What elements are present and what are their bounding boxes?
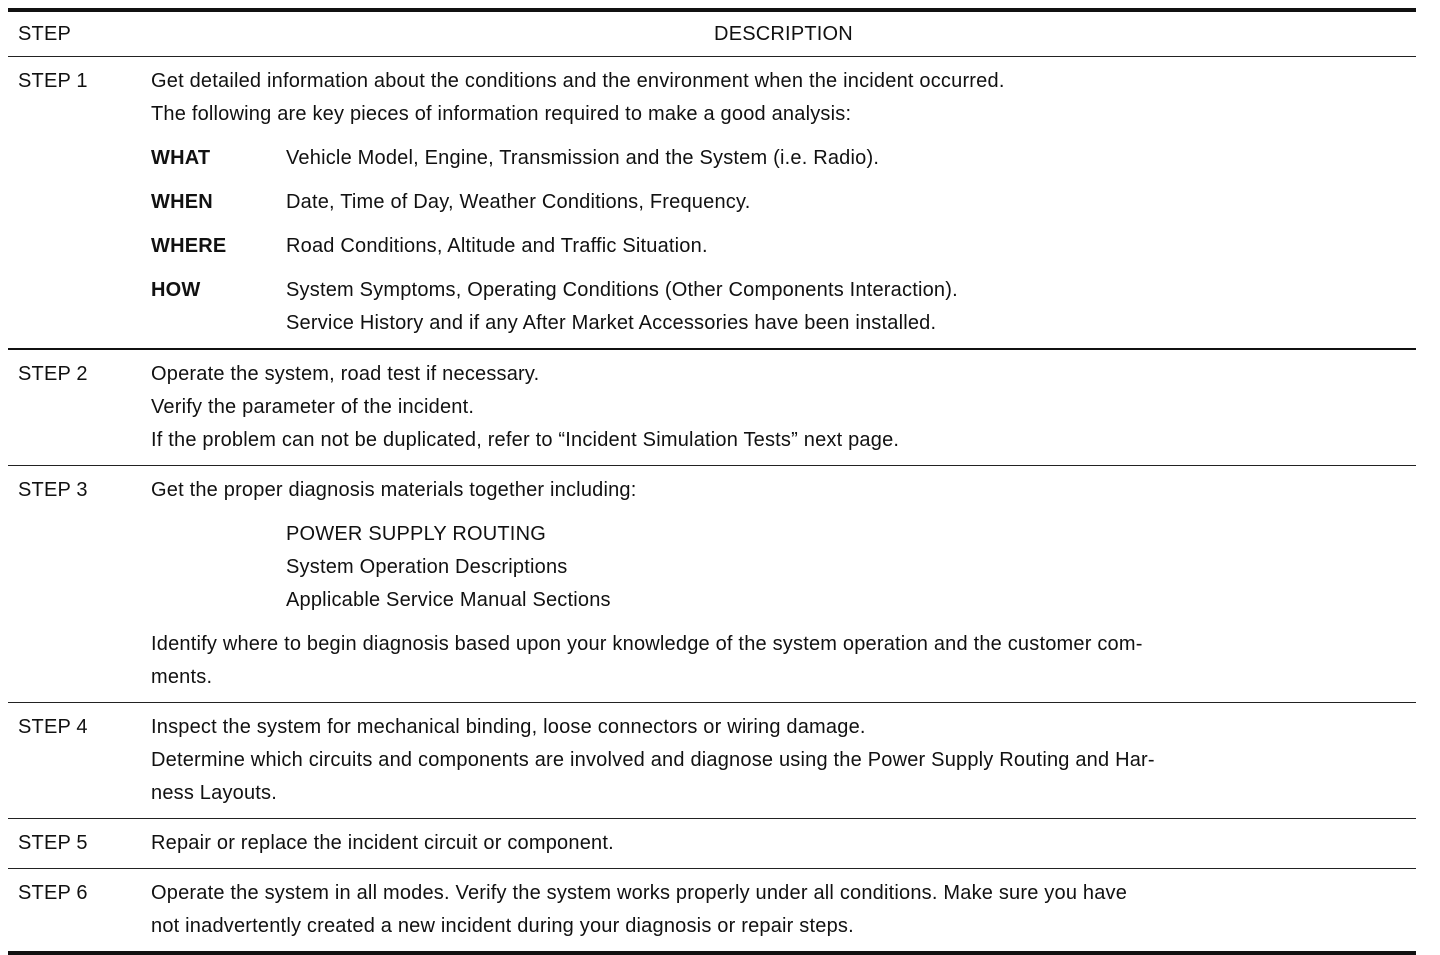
diagnosis-steps-table bbox=[8, 8, 1416, 955]
step-2-line-1: Operate the system, road test if necessary. bbox=[151, 363, 540, 385]
step-1-line-1: Get detailed information about the conditions and the environment when the incident occurred. bbox=[151, 70, 1005, 92]
step-3-materials-list bbox=[151, 518, 1396, 617]
step-6-label: STEP 6 bbox=[18, 882, 88, 904]
step-6-description bbox=[151, 877, 1416, 943]
step-4-description bbox=[151, 711, 1416, 810]
keyword-when bbox=[151, 186, 1396, 219]
keyword-what-label: WHAT bbox=[151, 147, 211, 169]
step-6-row bbox=[8, 869, 1416, 951]
step-4-line-1: Inspect the system for mechanical binding, loose connectors or wiring damage. bbox=[151, 716, 866, 738]
step-1-line-2: The following are key pieces of information required to make a good analysis: bbox=[151, 103, 852, 125]
keyword-how-text-2: Service History and if any After Market Accessories have been installed. bbox=[286, 312, 937, 334]
header-description: DESCRIPTION bbox=[714, 22, 853, 45]
keyword-when-text: Date, Time of Day, Weather Conditions, Frequency. bbox=[286, 191, 751, 213]
step-3-row bbox=[8, 466, 1416, 702]
step-3-material-1: POWER SUPPLY ROUTING bbox=[286, 523, 546, 545]
step-3-paragraph-line-1: Identify where to begin diagnosis based upon your knowledge of the system operation and the customer com- bbox=[151, 633, 1143, 655]
step-5-row bbox=[8, 819, 1416, 868]
keyword-where-label: WHERE bbox=[151, 235, 227, 257]
step-2-label: STEP 2 bbox=[18, 363, 88, 385]
step-3-paragraph bbox=[151, 628, 1396, 694]
keyword-what bbox=[151, 142, 1396, 175]
step-2-line-3: If the problem can not be duplicated, refer to “Incident Simulation Tests” next page. bbox=[151, 429, 900, 451]
keyword-what-text: Vehicle Model, Engine, Transmission and the System (i.e. Radio). bbox=[286, 147, 880, 169]
table-header bbox=[8, 12, 1416, 56]
step-2-description bbox=[151, 358, 1416, 457]
step-1-row bbox=[8, 57, 1416, 348]
step-4-row bbox=[8, 703, 1416, 818]
keyword-where bbox=[151, 230, 1396, 263]
step-6-line-1: Operate the system in all modes. Verify the system works properly under all conditions. Make sure you have bbox=[151, 882, 1128, 904]
keyword-how-label: HOW bbox=[151, 279, 201, 301]
step-3-material-3: Applicable Service Manual Sections bbox=[286, 589, 611, 611]
step-4-line-3: ness Layouts. bbox=[151, 782, 278, 804]
keyword-how bbox=[151, 274, 1396, 340]
step-1-label: STEP 1 bbox=[18, 70, 88, 92]
step-2-row bbox=[8, 350, 1416, 465]
step-3-material-2: System Operation Descriptions bbox=[286, 556, 568, 578]
step-5-line-1: Repair or replace the incident circuit or component. bbox=[151, 832, 614, 854]
step-4-label: STEP 4 bbox=[18, 716, 88, 738]
step-4-line-2: Determine which circuits and components are involved and diagnose using the Power Supply Routing and Har- bbox=[151, 749, 1155, 771]
step-2-line-2: Verify the parameter of the incident. bbox=[151, 396, 475, 418]
keyword-where-text: Road Conditions, Altitude and Traffic Situation. bbox=[286, 235, 708, 257]
step-3-paragraph-line-2: ments. bbox=[151, 666, 213, 688]
keyword-when-label: WHEN bbox=[151, 191, 213, 213]
header-step: STEP bbox=[18, 22, 72, 45]
step-3-line-1: Get the proper diagnosis materials together including: bbox=[151, 479, 637, 501]
step-1-description bbox=[151, 65, 1416, 340]
step-6-line-2: not inadvertently created a new incident during your diagnosis or repair steps. bbox=[151, 915, 854, 937]
bottom-rule bbox=[8, 951, 1416, 955]
step-3-label: STEP 3 bbox=[18, 479, 88, 501]
keyword-how-text-1: System Symptoms, Operating Conditions (Other Components Interaction). bbox=[286, 279, 958, 301]
step-3-description bbox=[151, 474, 1416, 694]
step-5-label: STEP 5 bbox=[18, 832, 88, 854]
step-5-description bbox=[151, 827, 1416, 860]
